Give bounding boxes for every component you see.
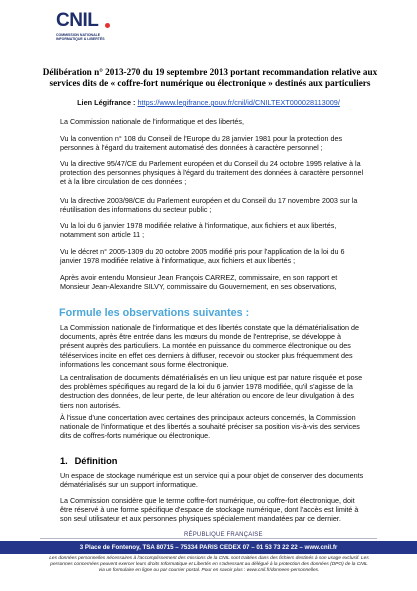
observation-paragraph: La centralisation de documents dématérialisés en un lieu unique est par nature risquée et pose des problèmes spécifiques au regard de la loi du 6 janvier 1978 modifiée, qu'il s'agisse de la destruction des données, de leur perte, de leur altération ou encore de leur divulgation à des tiers non autorisés. [60, 373, 363, 410]
subsection-number: 1. [60, 456, 68, 466]
intro-paragraph: Vu la directive 95/47/CE du Parlement européen et du Conseil du 24 octobre 1995 relative à la protection des personnes physiques à l'égard du traitement des données à caractère personnel et à la libre circulation de ces données ; [60, 159, 364, 187]
footer-privacy-note: Les données personnelles nécessaires à l'accomplissement des missions de la CNIL sont traitées dans des fichiers destinés à son usage exclusif. Les personnes concernées peuvent exercer leurs droits Informatique et Libertés en s'adressant au délégué à la protection des données (DPO) de la CNIL via un formulaire en ligne ou par courrier postal. Pour en savoir plus : www.cnil.fr/donnees-personnelles. [49, 556, 369, 574]
footer-divider [40, 538, 377, 539]
link-label: Lien Légifrance : [77, 98, 136, 107]
observation-paragraph: À l'issue d'une concertation avec certaines des principaux acteurs concernés, la Commission nationale de l'informatique et des libertés a souhaité préciser sa position vis-à-vis des services dits de coffres-forts numérique ou électronique. [60, 413, 360, 441]
intro-paragraph: La Commission nationale de l'informatique et des libertés, [60, 117, 244, 126]
intro-paragraph: Vu le décret n° 2005-1309 du 20 octobre 2005 modifié pris pour l'application de la loi du 6 janvier 1978 modifiée relative à l'informatique, aux fichiers et aux libertés ; [60, 247, 345, 266]
republique-label: RÉPUBLIQUE FRANÇAISE [180, 532, 267, 538]
subsection-title: Définition [74, 456, 118, 466]
footer-address-bar: 3 Place de Fontenoy, TSA 80715 – 75334 PARIS CEDEX 07 – 01 53 73 22 22 – www.cnil.fr [0, 541, 417, 554]
subsection-heading [60, 456, 117, 466]
definition-paragraph: La Commission considère que le terme coffre-fort numérique, ou coffre-fort électronique, doit être réservé à une forme spécifique d'espace de stockage numérique, dont l'accès est limité à son seul utilisateur et aux personnes physiques spécialement mandatées par ce dernier. [60, 496, 359, 524]
logo-red-dot [105, 23, 110, 28]
intro-paragraph: Vu la convention n° 108 du Conseil de l'Europe du 28 janvier 1981 pour la protection des personnes à l'égard du traitement automatisé des données à caractère personnel ; [60, 134, 343, 153]
intro-paragraph: Vu la directive 2003/98/CE du Parlement européen et du Conseil du 17 novembre 2003 sur la réutilisation des informations du secteur public ; [60, 196, 358, 215]
legifrance-link-line [0, 98, 417, 107]
cnil-logo [56, 10, 120, 52]
observation-paragraph: La Commission nationale de l'informatique et des libertés constate que la dématérialisation de documents, après être entrée dans les mœurs du monde de l'entreprise, se développe à présent auprès des particuliers. La montée en puissance du commerce électronique ou des téléservices incite en effet ces derniers à diffuser, recevoir ou stocker plus fréquemment des informations les concernant sous forme électronique. [60, 323, 360, 369]
legifrance-link[interactable]: https://www.legifrance.gouv.fr/cnil/id/CNILTEXT000028113009/ [137, 98, 340, 107]
document-title: Délibération n° 2013-270 du 19 septembre 2013 portant recommandation relative aux services dits de « coffre-fort numérique ou électronique » destinés aux particuliers [42, 67, 378, 88]
intro-paragraph: Vu la loi du 6 janvier 1978 modifiée relative à l'informatique, aux fichiers et aux libertés, notamment son article 11 ; [60, 221, 337, 240]
definition-paragraph: Un espace de stockage numérique est un service qui a pour objet de conserver des documents dématérialisés sur un support informatique. [60, 471, 364, 490]
intro-paragraph: Après avoir entendu Monsieur Jean François CARREZ, commissaire, en son rapport et Monsieur Jean-Alexandre SILVY, commissaire du Gouvernement, en ses observations, [60, 273, 338, 292]
logo-wordmark: CNIL [56, 10, 99, 31]
section-title: Formule les observations suivantes : [59, 307, 250, 319]
logo-subtitle: COMMISSION NATIONALE INFORMATIQUE & LIBERTÉS [56, 33, 105, 42]
